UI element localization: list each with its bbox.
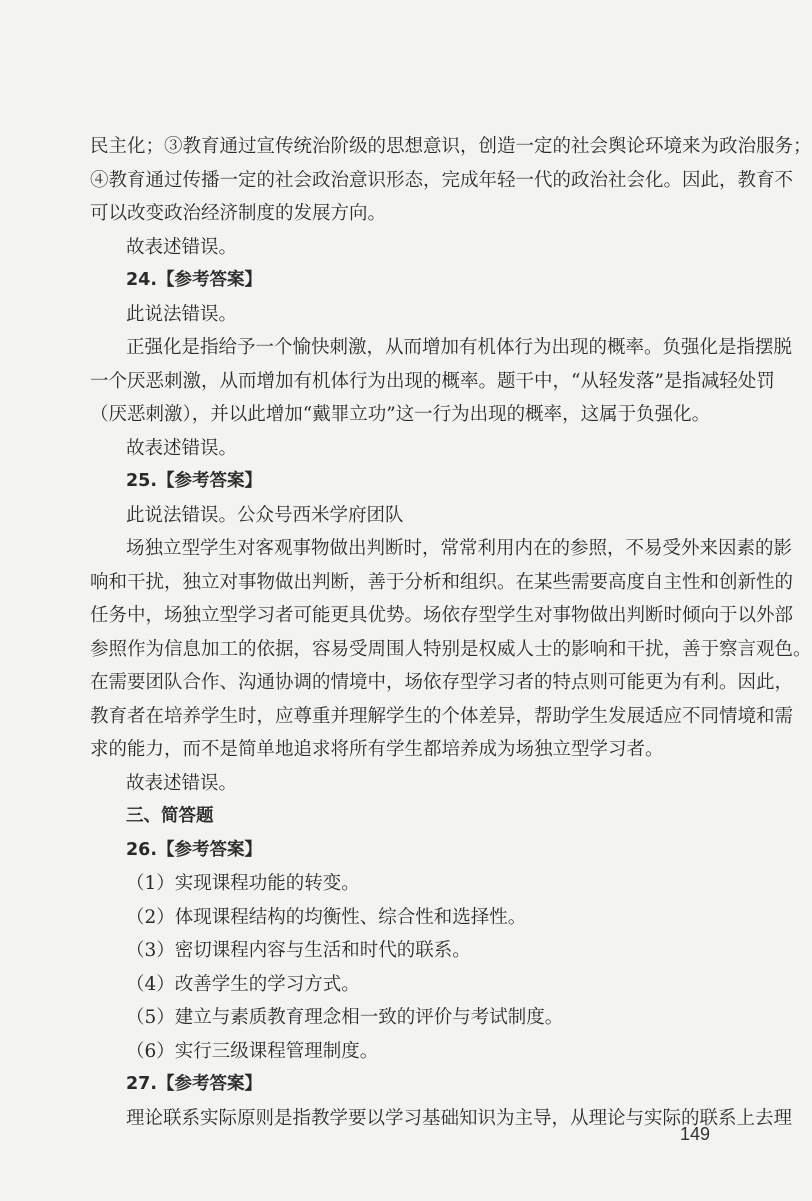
text-line: （2）体现课程结构的均衡性、综合性和选择性。 [126,906,527,928]
section-heading: 三、简答题 [126,806,214,826]
text-line: 此说法错误。 [126,303,238,325]
section-heading: 27.【参考答案】 [126,1074,263,1094]
text-line: 故表述错误。 [126,772,238,794]
text-line: 在需要团队合作、沟通协调的情境中，场依存型学习者的特点则可能更为有利。因此， [90,672,794,693]
text-line: 场独立型学生对客观事物做出判断时，常常利用内在的参照，不易受外来因素的影 [126,538,793,559]
text-line: 理论联系实际原则是指教学要以学习基础知识为主导，从理论与实际的联系上去理 [126,1107,793,1129]
text-line: （4）改善学生的学习方式。 [126,973,360,995]
section-heading: 24.【参考答案】 [126,270,263,290]
text-line: 响和干扰，独立对事物做出判断，善于分析和组织。在某些需要高度自主性和创新性的 [90,571,794,593]
text-line: 参照作为信息加工的依据，容易受周围人特别是权威人士的影响和干扰，善于察言观色。 [90,638,812,660]
text-line: （6）实行三级课程管理制度。 [126,1040,379,1062]
text-line: （5）建立与素质教育理念相一致的评价与考试制度。 [126,1007,564,1028]
section-heading: 26.【参考答案】 [126,839,263,860]
text-line: ④教育通过传播一定的社会政治意识形态，完成年轻一代的政治社会化。因此，教育不 [90,169,794,191]
text-line: 任务中，场独立型学习者可能更具优势。场依存型学生对事物做出判断时倾向于以外部 [90,605,794,626]
text-line: 民主化；③教育通过宣传统治阶级的思想意识，创造一定的社会舆论环境来为政治服务； [90,136,812,157]
text-line: 故表述错误。 [126,437,238,459]
section-heading: 25.【参考答案】 [126,471,263,491]
text-line: 故表述错误。 [126,236,238,258]
text-line: 可以改变政治经济制度的发展方向。 [90,203,387,224]
text-line: 教育者在培养学生时，应尊重并理解学生的个体差异，帮助学生发展适应不同情境和需 [90,705,794,727]
page-number: 149 [679,1124,710,1144]
text-line: 求的能力，而不是简单地追求将所有学生都培养成为场独立型学习者。 [90,739,664,760]
text-line: （1）实现课程功能的转变。 [126,873,360,894]
text-line: 此说法错误。公众号西米学府团队 [126,504,404,526]
text-line: （3）密切课程内容与生活和时代的联系。 [126,940,471,961]
page-body [90,130,812,1135]
text-line: 正强化是指给予一个愉快刺激，从而增加有机体行为出现的概率。负强化是指摆脱 [126,337,793,358]
text-line: （厌恶刺激），并以此增加“戴罪立功”这一行为出现的概率，这属于负强化。 [90,404,711,425]
text-line: 一个厌恶刺激，从而增加有机体行为出现的概率。题干中，“从轻发落”是指减轻处罚 [90,370,775,392]
